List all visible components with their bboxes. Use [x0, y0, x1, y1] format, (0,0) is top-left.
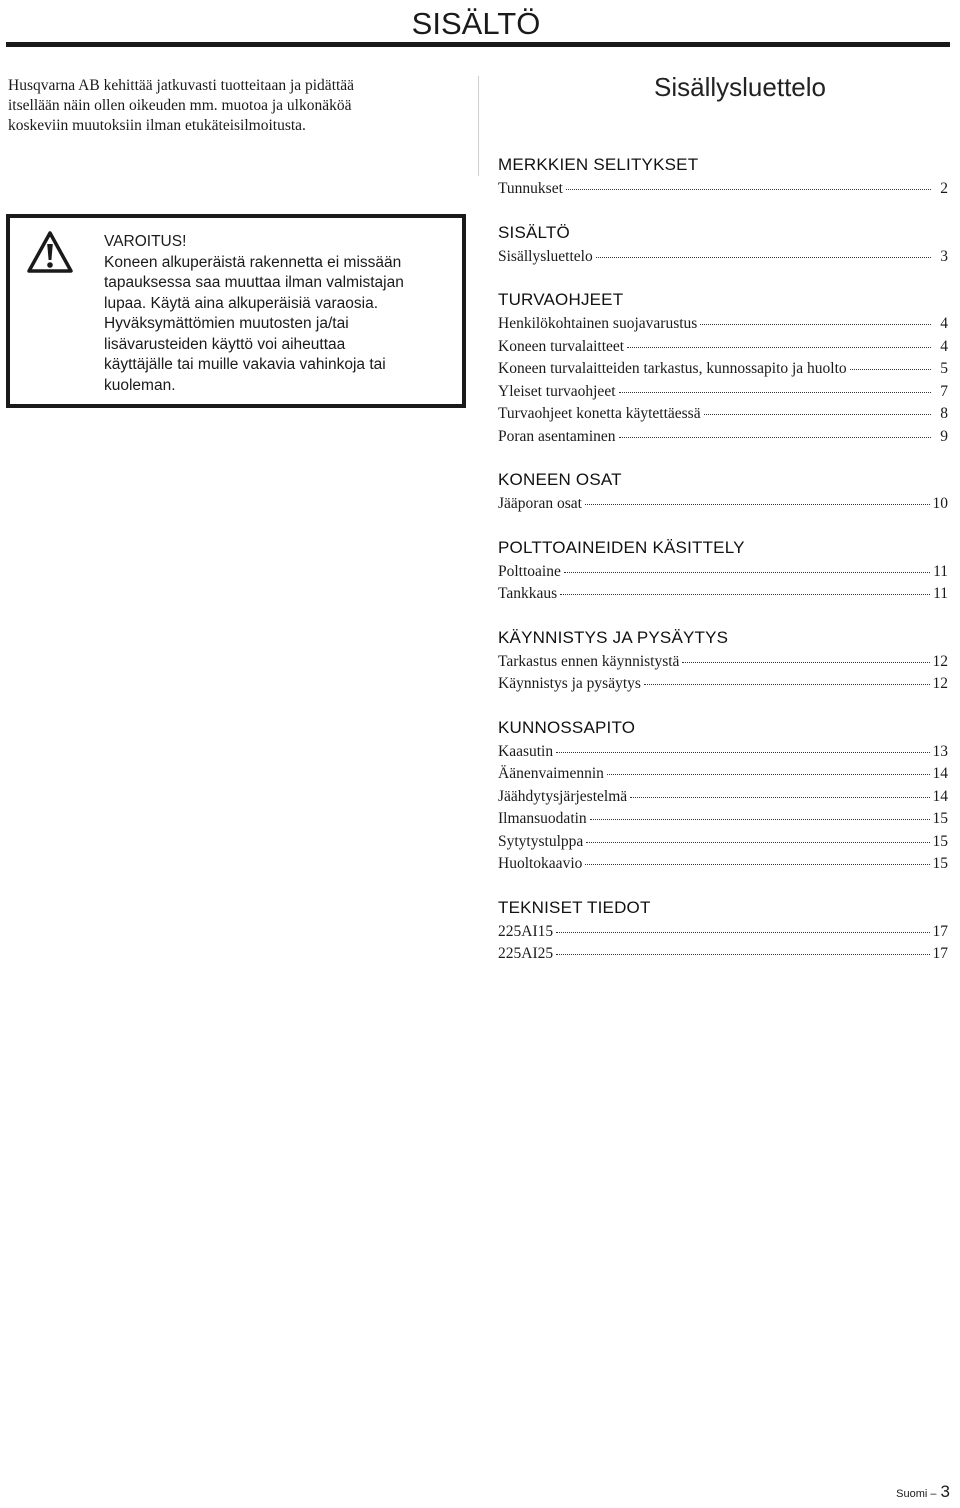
toc-leader-dots	[644, 684, 930, 685]
toc-entry-page: 13	[932, 742, 948, 760]
toc-entry	[498, 493, 948, 516]
toc-entry-page: 8	[940, 405, 948, 422]
toc-section-title: KONEEN OSAT	[498, 470, 622, 489]
toc-leader-dots	[630, 797, 929, 798]
toc-entry-label: Jääporan osat	[498, 495, 582, 512]
toc-leader-dots	[585, 864, 929, 865]
toc-sections	[498, 154, 948, 966]
toc-entry-page: 5	[940, 360, 948, 377]
toc-entry-page: 4	[940, 315, 948, 332]
warning-line: kuoleman.	[104, 376, 176, 394]
toc-entry	[498, 808, 948, 831]
toc-leader-dots	[556, 752, 929, 753]
toc-leader-dots	[704, 414, 931, 415]
toc-leader-dots	[850, 369, 931, 370]
toc-entry	[498, 381, 948, 404]
intro-line: koskeviin muutoksiin ilman etukäteisilmoitusta.	[8, 117, 306, 134]
toc-entry	[498, 403, 948, 426]
warning-line: lisävarusteiden käyttö voi aiheuttaa	[104, 335, 346, 353]
toc-leader-dots	[700, 324, 931, 325]
toc-entry-label: Tunnukset	[498, 180, 563, 197]
toc-entry	[498, 831, 948, 854]
toc-leader-dots	[564, 572, 930, 573]
toc-entry-label: Äänenvaimennin	[498, 765, 604, 782]
toc-entry	[498, 943, 948, 966]
toc-entry-label: Turvaohjeet konetta käytettäessä	[498, 405, 701, 422]
toc-leader-dots	[585, 504, 930, 505]
toc-entry	[498, 246, 948, 269]
toc-entry-page: 17	[932, 922, 948, 940]
toc-entry	[498, 763, 948, 786]
toc-entry-label: Koneen turvalaitteet	[498, 337, 625, 355]
toc-entry-page: 10	[932, 495, 948, 512]
footer-language: Suomi –	[896, 1488, 937, 1500]
intro-line: itsellään näin ollen oikeuden mm. muotoa ja ulkonäköä	[8, 97, 352, 114]
toc-leader-dots	[619, 437, 931, 438]
warning-text	[104, 232, 456, 396]
toc-entry-label: Henkilökohtainen suojavarustus	[498, 315, 698, 332]
toc-section	[498, 537, 948, 606]
toc-entry-page: 17	[932, 945, 948, 962]
toc-entry	[498, 741, 948, 764]
toc-entry	[498, 336, 948, 359]
intro-paragraph	[8, 76, 448, 136]
warning-line: Koneen alkuperäistä rakennetta ei missään	[104, 253, 402, 271]
toc-entry-label: Polttoaine	[498, 562, 561, 580]
warning-line: tapauksessa saa muuttaa ilman valmistajan	[104, 274, 404, 291]
warning-line: Hyväksymättömien muutosten ja/tai	[104, 315, 349, 332]
toc-entry-label: Poran asentaminen	[498, 427, 616, 445]
toc-leader-dots	[607, 774, 930, 775]
toc-entry-page: 12	[932, 652, 948, 670]
toc-entry-label: Jäähdytysjärjestelmä	[498, 787, 628, 805]
column-divider	[478, 76, 479, 176]
toc-entry	[498, 921, 948, 944]
toc-entry-page: 14	[932, 765, 948, 782]
toc-entry	[498, 651, 948, 674]
toc-section-title: KUNNOSSAPITO	[498, 717, 636, 737]
toc-entry	[498, 313, 948, 336]
toc-entry-page: 11	[933, 585, 948, 602]
toc-section	[498, 717, 948, 876]
toc-entry-page: 2	[940, 180, 948, 197]
toc-leader-dots	[682, 662, 929, 663]
toc-entry-label: Koneen turvalaitteiden tarkastus, kunnossapito ja huolto	[498, 360, 847, 377]
toc-section	[498, 469, 948, 516]
toc-leader-dots	[586, 842, 929, 843]
toc-entry-page: 7	[940, 382, 948, 400]
toc-entry-page: 15	[932, 810, 948, 827]
toc-leader-dots	[556, 954, 929, 955]
toc-entry	[498, 358, 948, 381]
toc-leader-dots	[560, 594, 930, 595]
toc-leader-dots	[566, 189, 931, 190]
toc-entry	[498, 426, 948, 449]
toc-entry	[498, 178, 948, 201]
toc-section-title: KÄYNNISTYS JA PYSÄYTYS	[498, 627, 729, 647]
toc-entry	[498, 673, 948, 696]
toc-entry-label: Sytytystulppa	[498, 832, 584, 850]
toc-section-title: TEKNISET TIEDOT	[498, 897, 651, 917]
toc-section	[498, 627, 948, 696]
toc-leader-dots	[619, 392, 932, 393]
toc-entry-page: 11	[933, 562, 948, 580]
toc-entry-page: 14	[932, 787, 948, 805]
toc-leader-dots	[590, 819, 930, 820]
toc-leader-dots	[556, 932, 929, 933]
toc-entry-label: Sisällysluettelo	[498, 247, 593, 265]
toc-entry-page: 15	[932, 832, 948, 850]
toc-entry-label: 225AI25	[498, 945, 554, 962]
intro-line: Husqvarna AB kehittää jatkuvasti tuotteitaan ja pidättää	[8, 77, 355, 94]
toc-entry-page: 15	[932, 855, 948, 872]
toc-section-title: SISÄLTÖ	[498, 222, 570, 242]
footer-page-number: 3	[940, 1482, 950, 1501]
warning-box	[6, 214, 466, 408]
page-title: SISÄLTÖ	[411, 6, 541, 41]
toc-entry-label: 225AI15	[498, 922, 554, 940]
toc-section-title: TURVAOHJEET	[498, 290, 624, 309]
toc-entry-page: 9	[940, 427, 948, 445]
toc-entry	[498, 853, 948, 876]
warning-triangle-icon	[26, 230, 74, 274]
toc-section-title: POLTTOAINEIDEN KÄSITTELY	[498, 537, 745, 557]
toc-entry-page: 3	[940, 247, 948, 265]
toc-entry-page: 12	[932, 675, 948, 692]
toc-leader-dots	[596, 257, 931, 258]
toc-entry-page: 4	[940, 337, 948, 355]
toc-heading: Sisällysluettelo	[654, 72, 826, 102]
toc-entry-label: Käynnistys ja pysäytys	[498, 675, 641, 692]
toc-entry-label: Kaasutin	[498, 742, 554, 760]
toc-section-title: MERKKIEN SELITYKSET	[498, 155, 699, 174]
toc-entry-label: Huoltokaavio	[498, 855, 583, 872]
toc-entry-label: Tankkaus	[498, 585, 558, 602]
toc-section	[498, 154, 948, 201]
warning-title: VAROITUS!	[104, 233, 187, 250]
toc-entry	[498, 583, 948, 606]
toc-entry	[498, 786, 948, 809]
table-of-contents	[498, 70, 948, 987]
warning-line: käyttäjälle tai muille vakavia vahinkoja tai	[104, 356, 386, 373]
toc-section	[498, 897, 948, 966]
toc-section	[498, 289, 948, 448]
toc-entry-label: Ilmansuodatin	[498, 810, 587, 827]
page-footer	[896, 1484, 950, 1502]
toc-entry-label: Tarkastus ennen käynnistystä	[498, 652, 680, 670]
toc-entry-label: Yleiset turvaohjeet	[498, 382, 616, 400]
toc-section	[498, 222, 948, 269]
toc-entry	[498, 561, 948, 584]
toc-leader-dots	[627, 347, 931, 348]
warning-line: lupaa. Käytä aina alkuperäisiä varaosia.	[104, 294, 379, 312]
title-rule	[6, 42, 950, 47]
